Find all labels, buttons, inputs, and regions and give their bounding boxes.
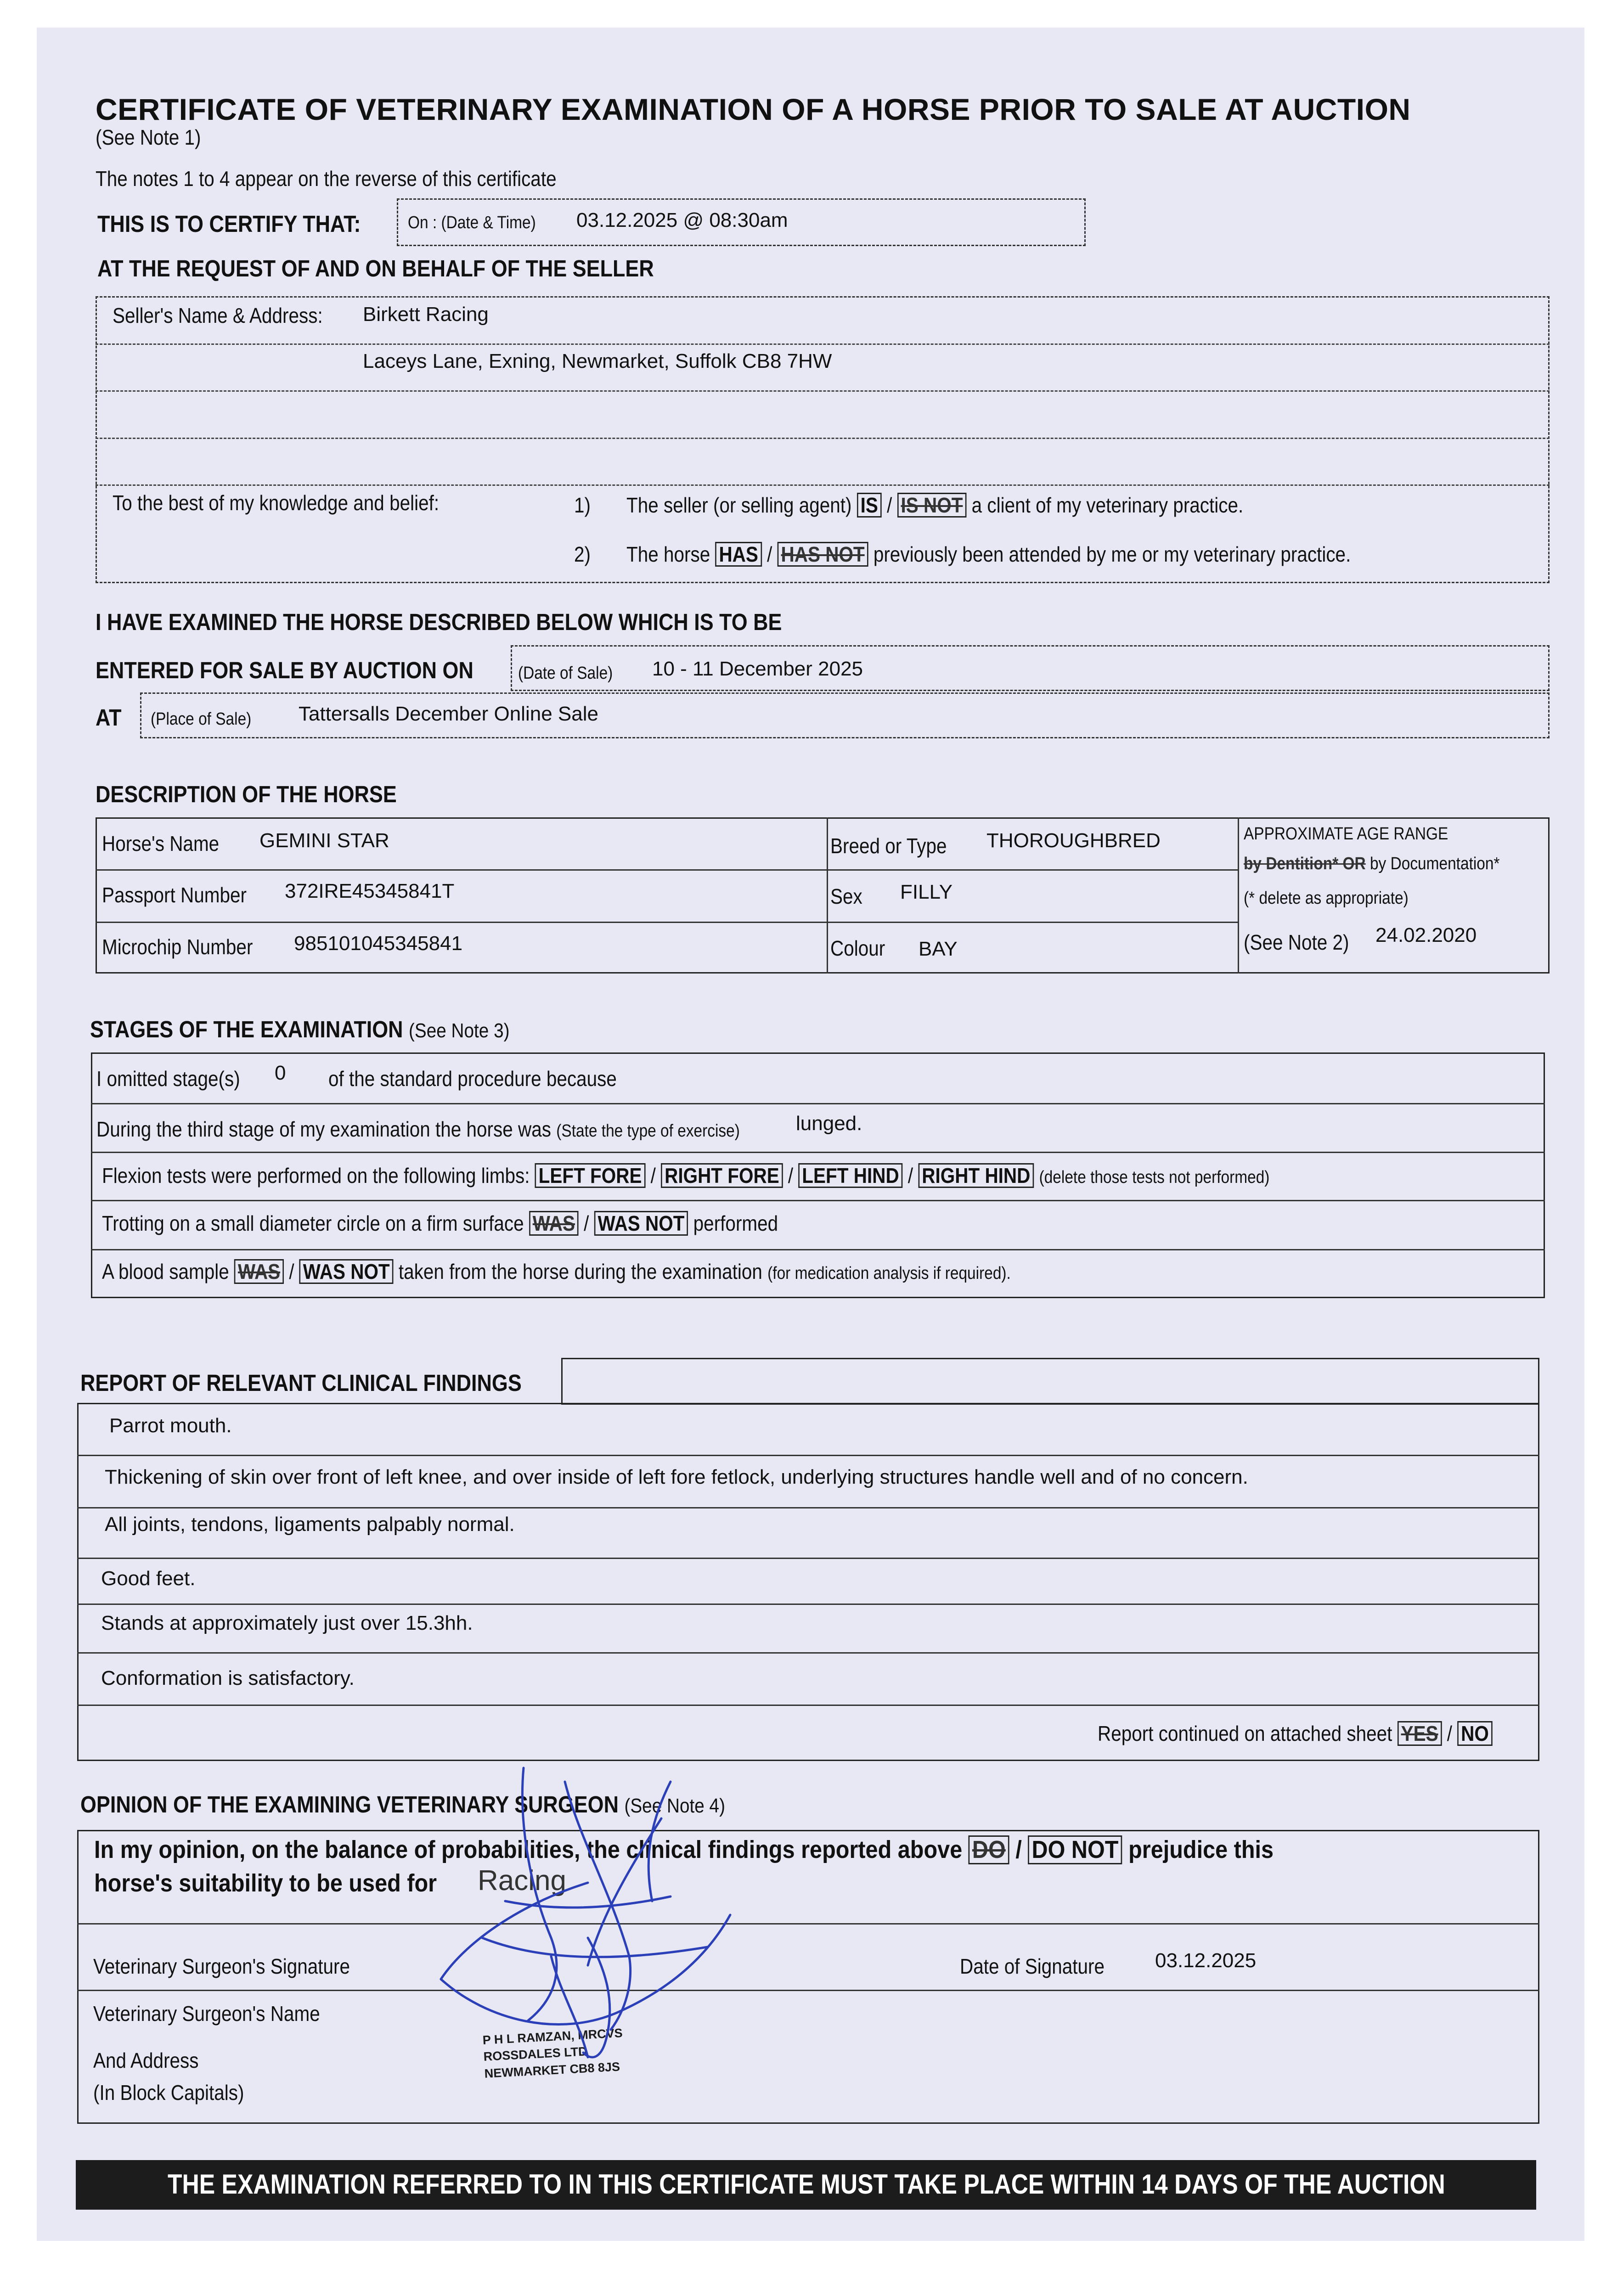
description-heading: DESCRIPTION OF THE HORSE — [96, 781, 397, 807]
slash: / — [650, 1164, 656, 1187]
do-not-option[interactable]: DO NOT — [1028, 1835, 1122, 1864]
sale-place-label: (Place of Sale) — [151, 709, 252, 729]
auction-heading: ENTERED FOR SALE BY AUCTION ON — [96, 657, 473, 683]
finding-line[interactable]: Thickening of skin over front of left knee, and over inside of left fore fetlock, underlying structures handle well and of no concern. — [105, 1466, 1248, 1488]
seller-label: Seller's Name & Address: — [113, 304, 323, 327]
item-1-text: The seller (or selling agent) — [626, 493, 852, 517]
slash: / — [907, 1164, 913, 1187]
slash: / — [1447, 1722, 1452, 1745]
exercise-type[interactable]: lunged. — [796, 1112, 862, 1135]
sex-value[interactable]: FILLY — [900, 881, 953, 903]
blood-label: A blood sample — [102, 1260, 229, 1283]
horse-name-label: Horse's Name — [102, 832, 220, 855]
flexion-label: Flexion tests were performed on the following limbs: — [102, 1164, 530, 1187]
horse-has-option[interactable]: HAS — [716, 542, 762, 567]
microchip-number[interactable]: 985101045345841 — [294, 932, 463, 955]
block-capitals-label: (In Block Capitals) — [93, 2081, 244, 2105]
item-1-number: 1) — [574, 493, 591, 517]
opinion-suffix: prejudice this — [1128, 1836, 1274, 1863]
left-hind-option[interactable]: LEFT HIND — [798, 1163, 902, 1188]
omitted-suffix: of the standard procedure because — [328, 1067, 617, 1091]
stages-line-4 — [91, 1249, 1545, 1250]
table-divider-1 — [827, 817, 828, 974]
passport-number[interactable]: 372IRE45345841T — [285, 880, 455, 902]
blood-suffix: taken from the horse during the examination — [398, 1260, 762, 1283]
findings-line-1 — [77, 1455, 1539, 1456]
slash: / — [289, 1260, 294, 1283]
certify-heading: THIS IS TO CERTIFY THAT: — [97, 211, 361, 237]
right-hind-option[interactable]: RIGHT HIND — [918, 1163, 1034, 1188]
flexion-note: (delete those tests not performed) — [1039, 1168, 1270, 1187]
findings-heading: REPORT OF RELEVANT CLINICAL FINDINGS — [80, 1370, 522, 1396]
third-stage-label: During the third stage of my examination the horse was — [96, 1117, 552, 1141]
age-see-note: (See Note 2) — [1244, 930, 1349, 954]
third-stage-hint: (State the type of exercise) — [556, 1121, 740, 1141]
stamp-name: P H L RAMZAN, MRCVS — [482, 2026, 623, 2047]
sex-label: Sex — [830, 884, 862, 908]
colour-label: Colour — [830, 936, 885, 960]
trot-suffix: performed — [693, 1211, 778, 1235]
horse-name[interactable]: GEMINI STAR — [259, 829, 389, 852]
seller-line-1 — [96, 343, 1550, 345]
seller-line-4 — [96, 484, 1550, 486]
trot-row — [102, 1211, 778, 1236]
by-documentation-option[interactable]: by Documentation* — [1369, 854, 1500, 873]
date-of-birth[interactable]: 24.02.2020 — [1375, 924, 1477, 946]
slash: / — [767, 542, 772, 566]
continued-label: Report continued on attached sheet — [1098, 1722, 1392, 1745]
statement-2 — [574, 542, 1351, 567]
seller-name[interactable]: Birkett Racing — [363, 303, 489, 326]
left-fore-option[interactable]: LEFT FORE — [535, 1163, 646, 1188]
opinion-title: OPINION OF THE EXAMINING VETERINARY SURGEON — [80, 1791, 619, 1818]
blood-was-not-option[interactable]: WAS NOT — [299, 1259, 394, 1284]
breed-label: Breed or Type — [830, 834, 947, 858]
seller-line-3 — [96, 438, 1550, 439]
opinion-line2: horse's suitability to be used for — [94, 1869, 437, 1897]
item-2-number: 2) — [574, 542, 591, 566]
continued-row — [1098, 1721, 1493, 1746]
stages-title: STAGES OF THE EXAMINATION — [90, 1016, 403, 1042]
client-is-option[interactable]: IS — [857, 493, 882, 518]
blood-note: (for medication analysis if required). — [767, 1264, 1011, 1283]
trot-label: Trotting on a small diameter circle on a firm surface — [102, 1211, 524, 1235]
vet-address-label: And Address — [93, 2048, 199, 2072]
sale-place[interactable]: Tattersalls December Online Sale — [299, 703, 598, 725]
seller-line-2 — [96, 390, 1550, 392]
passport-label: Passport Number — [102, 883, 247, 907]
stages-line-2 — [91, 1152, 1545, 1153]
findings-line-4 — [77, 1604, 1539, 1605]
trot-was-option[interactable]: WAS — [529, 1211, 579, 1236]
age-method — [1244, 854, 1500, 874]
blood-was-option[interactable]: WAS — [234, 1259, 284, 1284]
opinion-line-1 — [77, 1923, 1539, 1925]
exam-datetime[interactable]: 03.12.2025 @ 08:30am — [576, 209, 788, 231]
continued-no-option[interactable]: NO — [1457, 1721, 1493, 1746]
vet-name-label: Veterinary Surgeon's Name — [93, 2002, 320, 2026]
stamp-town: NEWMARKET CB8 8JS — [484, 2060, 620, 2081]
table-row-line-2 — [96, 922, 1238, 923]
stamp-practice: ROSSDALES LTD — [483, 2044, 588, 2064]
intended-use[interactable]: Racing — [478, 1865, 566, 1896]
colour-value[interactable]: BAY — [919, 938, 958, 960]
item-2-suffix: previously been attended by me or my veterinary practice. — [873, 542, 1351, 566]
finding-line[interactable]: Stands at approximately just over 15.3hh. — [101, 1612, 473, 1634]
signature-label: Veterinary Surgeon's Signature — [93, 1954, 350, 1978]
findings-heading-box — [561, 1358, 1539, 1405]
table-divider-2 — [1238, 817, 1239, 974]
finding-line[interactable]: Good feet. — [101, 1567, 196, 1590]
findings-line-3 — [77, 1558, 1539, 1559]
on-label: On : (Date & Time) — [408, 213, 536, 232]
stages-line-3 — [91, 1200, 1545, 1201]
finding-line[interactable]: Conformation is satisfactory. — [101, 1667, 355, 1689]
age-heading: APPROXIMATE AGE RANGE — [1244, 824, 1448, 844]
seller-box — [96, 296, 1550, 583]
opinion-text: In my opinion, on the balance of probabilities, the clinical findings reported above — [94, 1836, 963, 1863]
sale-date[interactable]: 10 - 11 December 2025 — [652, 658, 863, 680]
right-fore-option[interactable]: RIGHT FORE — [661, 1163, 783, 1188]
stages-note: (See Note 3) — [409, 1019, 510, 1042]
footer-banner-text: THE EXAMINATION REFERRED TO IN THIS CERTIFICATE MUST TAKE PLACE WITHIN 14 DAYS OF THE AUCTION — [168, 2169, 1445, 2200]
examined-heading: I HAVE EXAMINED THE HORSE DESCRIBED BELOW WHICH IS TO BE — [96, 609, 782, 635]
item-2-text: The horse — [626, 542, 710, 566]
findings-line-6 — [77, 1705, 1539, 1706]
finding-line[interactable]: Parrot mouth. — [109, 1414, 232, 1437]
microchip-label: Microchip Number — [102, 935, 253, 959]
findings-box — [77, 1403, 1539, 1761]
findings-line-2 — [77, 1507, 1539, 1508]
omitted-label: I omitted stage(s) — [96, 1067, 240, 1091]
date-signature-label: Date of Signature — [960, 1954, 1105, 1978]
finding-line[interactable]: All joints, tendons, ligaments palpably normal. — [105, 1513, 515, 1536]
request-heading: AT THE REQUEST OF AND ON BEHALF OF THE SELLER — [97, 255, 654, 281]
opinion-line-2 — [77, 1990, 1539, 1991]
breed-value[interactable]: THOROUGHBRED — [986, 829, 1161, 852]
sale-date-label: (Date of Sale) — [518, 664, 613, 683]
see-note-1: (See Note 1) — [96, 125, 201, 149]
item-1-suffix: a client of my veterinary practice. — [971, 493, 1244, 517]
slash: / — [584, 1211, 589, 1235]
slash: / — [788, 1164, 794, 1187]
opinion-note: (See Note 4) — [624, 1795, 725, 1817]
by-dentition-option[interactable]: by Dentition* OR — [1244, 854, 1366, 873]
omitted-value[interactable]: 0 — [275, 1062, 286, 1084]
knowledge-label: To the best of my knowledge and belief: — [113, 491, 440, 515]
third-stage-row — [96, 1117, 740, 1142]
trot-was-not-option[interactable]: WAS NOT — [594, 1211, 688, 1236]
statement-1 — [574, 493, 1243, 518]
seller-address[interactable]: Laceys Lane, Exning, Newmarket, Suffolk CB8 7HW — [363, 350, 832, 372]
notes-line: The notes 1 to 4 appear on the reverse of this certificate — [96, 167, 557, 191]
horse-has-not-option[interactable]: HAS NOT — [778, 542, 868, 567]
date-of-signature[interactable]: 03.12.2025 — [1155, 1949, 1257, 1972]
flexion-row — [102, 1163, 1269, 1188]
age-delete-note: (* delete as appropriate) — [1244, 889, 1409, 908]
client-is-not-option[interactable]: IS NOT — [897, 493, 967, 518]
at-label: AT — [96, 704, 122, 731]
vet-signature — [413, 1763, 762, 2066]
stages-line-1 — [91, 1103, 1545, 1104]
blood-row — [102, 1259, 1011, 1284]
findings-line-5 — [77, 1652, 1539, 1654]
slash: / — [1015, 1836, 1022, 1863]
continued-yes-option[interactable]: YES — [1398, 1721, 1442, 1746]
table-row-line-1 — [96, 869, 1238, 871]
stages-heading — [90, 1016, 510, 1043]
do-option[interactable]: DO — [969, 1835, 1009, 1864]
slash: / — [887, 493, 892, 517]
certificate-title: CERTIFICATE OF VETERINARY EXAMINATION OF A HORSE PRIOR TO SALE AT AUCTION — [96, 92, 1411, 126]
